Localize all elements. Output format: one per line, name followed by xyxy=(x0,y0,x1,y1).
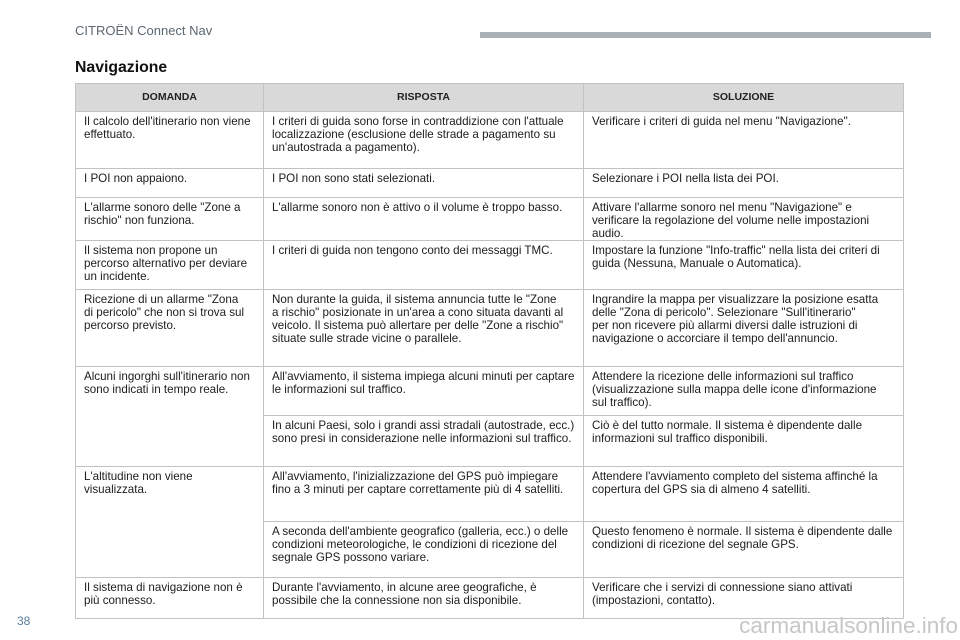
section-title: Navigazione xyxy=(75,59,168,76)
question-cell: Alcuni ingorghi sull'itinerario non sono indicati in tempo reale. xyxy=(76,367,264,467)
question-cell: Il sistema non propone un percorso alternativo per deviare un incidente. xyxy=(76,241,264,290)
question-cell: Il calcolo dell'itinerario non viene effettuato. xyxy=(76,112,264,169)
solution-cell: Selezionare i POI nella lista dei POI. xyxy=(584,169,904,198)
solution-cell: Attendere l'avviamento completo del sistema affinché la copertura del GPS sia di almeno 4 satelliti. xyxy=(584,467,904,522)
troubleshooting-table xyxy=(75,83,904,619)
answer-cell: All'avviamento, l'inizializzazione del GPS può impiegare fino a 3 minuti per captare correttamente più di 4 satelliti. xyxy=(264,467,584,522)
header-rule xyxy=(480,32,931,38)
solution-cell: Ingrandire la mappa per visualizzare la posizione esatta delle "Zona di pericolo". Selezionare "Sull'itinerario" per non ricevere più allarmi diversi dalle istruzioni di navigazione o accorciare il tempo dell'annuncio. xyxy=(584,290,904,367)
table-row xyxy=(76,241,904,290)
table-row xyxy=(76,112,904,169)
page-number: 38 xyxy=(17,614,31,628)
column-header-solution: SOLUZIONE xyxy=(584,84,904,112)
solution-cell: Verificare i criteri di guida nel menu "Navigazione". xyxy=(584,112,904,169)
solution-cell: Verificare che i servizi di connessione siano attivati (impostazioni, contatto). xyxy=(584,578,904,619)
manual-brand-label: CITROËN Connect Nav xyxy=(75,23,213,38)
answer-cell: L'allarme sonoro non è attivo o il volume è troppo basso. xyxy=(264,198,584,241)
table-head xyxy=(76,84,904,112)
table-body xyxy=(76,112,904,619)
question-cell: L'allarme sonoro delle "Zone a rischio" non funziona. xyxy=(76,198,264,241)
column-header-question: DOMANDA xyxy=(76,84,264,112)
solution-cell: Attendere la ricezione delle informazioni sul traffico (visualizzazione sulla mappa delle icone d'informazione sul traffico). xyxy=(584,367,904,416)
answer-cell: I criteri di guida non tengono conto dei messaggi TMC. xyxy=(264,241,584,290)
answer-cell: In alcuni Paesi, solo i grandi assi stradali (autostrade, ecc.) sono presi in considerazione nelle informazioni sul traffico. xyxy=(264,416,584,467)
watermark: carmanualsonline.info xyxy=(739,613,958,638)
table-row xyxy=(76,467,904,522)
answer-cell: A seconda dell'ambiente geografico (galleria, ecc.) o delle condizioni meteorologiche, le condizioni di ricezione del segnale GPS possono variare. xyxy=(264,522,584,578)
solution-cell: Questo fenomeno è normale. Il sistema è dipendente dalle condizioni di ricezione del segnale GPS. xyxy=(584,522,904,578)
answer-cell: I POI non sono stati selezionati. xyxy=(264,169,584,198)
table-row xyxy=(76,290,904,367)
answer-cell: I criteri di guida sono forse in contraddizione con l'attuale localizzazione (esclusione delle strade a pagamento su un'autostrada a pagamento). xyxy=(264,112,584,169)
table-header-row xyxy=(76,84,904,112)
question-cell: Ricezione di un allarme "Zona di pericolo" che non si trova sul percorso previsto. xyxy=(76,290,264,367)
question-cell: Il sistema di navigazione non è più connesso. xyxy=(76,578,264,619)
table-row xyxy=(76,198,904,241)
column-header-answer: RISPOSTA xyxy=(264,84,584,112)
question-cell: L'altitudine non viene visualizzata. xyxy=(76,467,264,578)
question-cell: I POI non appaiono. xyxy=(76,169,264,198)
answer-cell: All'avviamento, il sistema impiega alcuni minuti per captare le informazioni sul traffico. xyxy=(264,367,584,416)
solution-cell: Impostare la funzione "Info-traffic" nella lista dei criteri di guida (Nessuna, Manuale o Automatica). xyxy=(584,241,904,290)
answer-cell: Durante l'avviamento, in alcune aree geografiche, è possibile che la connessione non sia disponibile. xyxy=(264,578,584,619)
answer-cell: Non durante la guida, il sistema annuncia tutte le "Zone a rischio" posizionate in un'area a cono situata davanti al veicolo. Il sistema può allertare per delle "Zone a rischio" situate sulle strade vicine o parallele. xyxy=(264,290,584,367)
table-row xyxy=(76,169,904,198)
table-row xyxy=(76,367,904,416)
solution-cell: Ciò è del tutto normale. Il sistema è dipendente dalle informazioni sul traffico disponibili. xyxy=(584,416,904,467)
solution-cell: Attivare l'allarme sonoro nel menu "Navigazione" e verificare la regolazione del volume nelle impostazioni audio. xyxy=(584,198,904,241)
